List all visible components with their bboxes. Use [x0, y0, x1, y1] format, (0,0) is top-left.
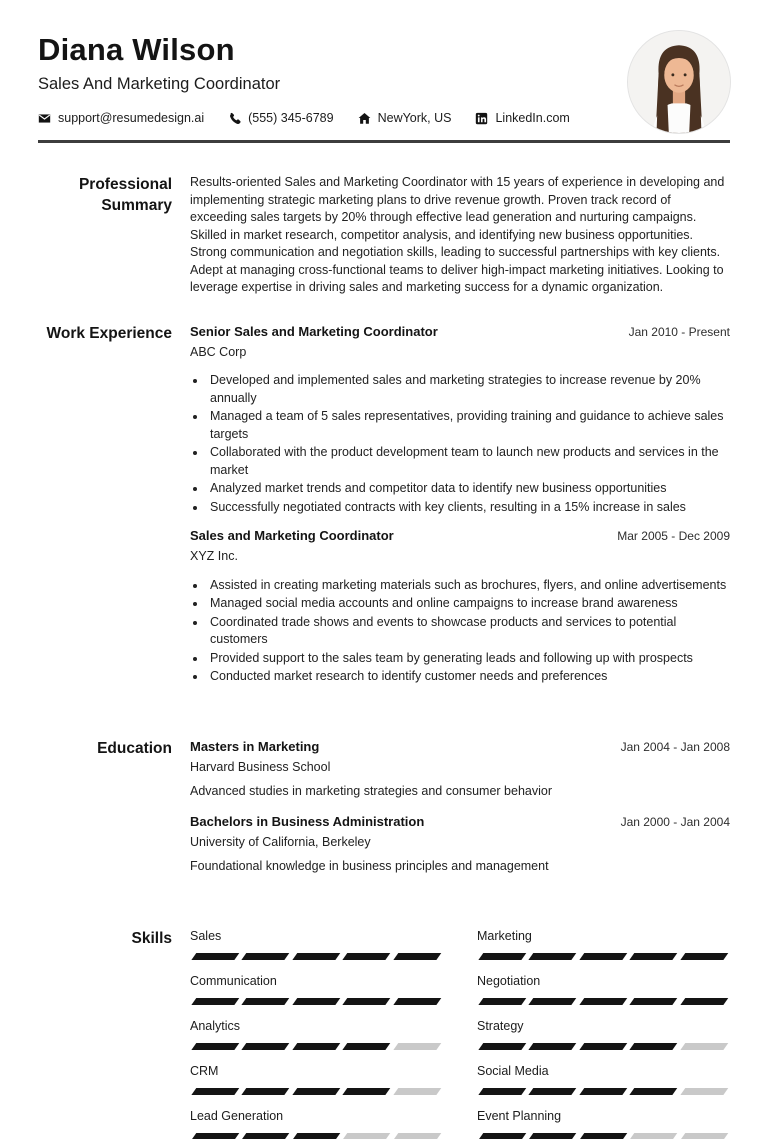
skill-bar-segment	[343, 998, 391, 1005]
skill-level-bar	[477, 998, 730, 1005]
job-dates: Jan 2010 - Present	[628, 324, 730, 339]
skill-name: Sales	[190, 929, 222, 944]
skill-bar-segment	[479, 953, 527, 960]
skill-bar-segment	[393, 1043, 441, 1050]
job-company: XYZ Inc.	[190, 549, 238, 564]
job-bullet: • Provided support to the sales team by generating leads and following up with prospects	[207, 650, 730, 668]
contact-item	[475, 111, 569, 125]
skill-bar-segment	[293, 1043, 341, 1050]
avatar	[627, 30, 731, 134]
skill-name: Analytics	[190, 1019, 241, 1034]
job-bullet: • Managed social media accounts and online campaigns to increase brand awareness	[207, 595, 730, 613]
section-label: Work Experience	[46, 324, 172, 342]
contact-item	[358, 111, 452, 125]
skill-level-bar	[190, 1088, 443, 1095]
skill-bar-segment	[192, 953, 240, 960]
skill-bar-segment	[242, 953, 290, 960]
skill-bar-segment	[529, 998, 577, 1005]
skill-bar-segment	[479, 1088, 527, 1095]
skill-bar-segment	[343, 953, 391, 960]
skill-name: Strategy	[477, 1019, 524, 1034]
skill-name: Social Media	[477, 1064, 549, 1079]
skill-bar-segment	[343, 1133, 391, 1139]
skill-name: Event Planning	[477, 1109, 562, 1124]
header-divider	[38, 140, 730, 143]
section-skills	[0, 928, 768, 1139]
skill-entry	[477, 1018, 730, 1049]
skill-bar-segment	[393, 953, 441, 960]
section-professional-summary	[0, 174, 768, 297]
skill-bar-segment	[192, 1043, 240, 1050]
skill-name: CRM	[190, 1064, 219, 1079]
person-title: Sales And Marketing Coordinator	[38, 75, 281, 93]
skill-bar-segment	[680, 1088, 728, 1095]
skill-name: Negotiation	[477, 974, 541, 989]
skill-bar-segment	[580, 1133, 628, 1139]
skill-bar-segment	[630, 953, 678, 960]
person-name: Diana Wilson	[38, 32, 235, 67]
skill-entry	[477, 1063, 730, 1094]
skill-entry	[477, 973, 730, 1004]
skill-bar-segment	[192, 998, 240, 1005]
skill-name: Communication	[190, 974, 277, 989]
skill-entry	[190, 1108, 443, 1139]
phone-icon	[228, 112, 241, 125]
skill-bar-segment	[580, 998, 628, 1005]
skill-level-bar	[477, 953, 730, 960]
skill-bar-segment	[242, 1133, 290, 1139]
skill-level-bar	[477, 1133, 730, 1139]
job-bullet: • Coordinated trade shows and events to showcase products and services to potential customers	[207, 614, 730, 649]
skill-bar-segment	[293, 998, 341, 1005]
job-title: Senior Sales and Marketing Coordinator	[190, 323, 438, 339]
skill-bar-segment	[192, 1133, 240, 1139]
skill-bar-segment	[680, 1133, 728, 1139]
degree-header	[190, 738, 730, 756]
job-bullet-list	[190, 372, 730, 516]
section-label: Professional Summary	[78, 176, 172, 214]
skill-entry	[190, 1018, 443, 1049]
skill-entry	[477, 928, 730, 959]
skill-bar-segment	[680, 998, 728, 1005]
section-label: Education	[97, 739, 172, 757]
skill-bar-segment	[529, 1088, 577, 1095]
skill-bar-segment	[393, 1133, 441, 1139]
job-title: Sales and Marketing Coordinator	[190, 528, 394, 544]
contact-row	[38, 111, 730, 125]
skill-bar-segment	[529, 1043, 577, 1050]
skill-level-bar	[477, 1043, 730, 1050]
skill-bar-segment	[393, 998, 441, 1005]
skill-entry	[477, 1108, 730, 1139]
skill-name: Lead Generation	[190, 1109, 284, 1124]
degree-school: Harvard Business School	[190, 760, 331, 775]
skill-bar-segment	[242, 1088, 290, 1095]
skill-bar-segment	[580, 1043, 628, 1050]
job-bullet: • Developed and implemented sales and marketing strategies to increase revenue by 20% annually	[207, 372, 730, 407]
skill-bar-segment	[680, 1043, 728, 1050]
skill-bar-segment	[630, 1043, 678, 1050]
skill-bar-segment	[192, 1088, 240, 1095]
skill-bar-segment	[242, 998, 290, 1005]
job-bullet-list	[190, 577, 730, 686]
degree-title: Masters in Marketing	[190, 738, 320, 754]
contact-text: LinkedIn.com	[495, 111, 570, 125]
skill-bar-segment	[580, 953, 628, 960]
contact-item	[228, 111, 333, 125]
skill-bar-segment	[479, 998, 527, 1005]
skill-bar-segment	[680, 953, 728, 960]
job-bullet: • Conducted market research to identify customer needs and preferences	[207, 668, 730, 686]
section-label: Skills	[131, 930, 172, 948]
resume-header	[0, 0, 768, 125]
skill-bar-segment	[580, 1088, 628, 1095]
skill-bar-segment	[293, 953, 341, 960]
degree-header	[190, 813, 730, 831]
job-bullet: • Collaborated with the product development team to launch new products and services in the market	[207, 444, 730, 479]
job-entry	[190, 527, 730, 686]
skill-bar-segment	[343, 1043, 391, 1050]
contact-text: NewYork, US	[377, 111, 452, 125]
degree-school: University of California, Berkeley	[190, 835, 371, 850]
job-bullet: • Assisted in creating marketing materials such as brochures, flyers, and online advertisements	[207, 577, 730, 595]
skill-level-bar	[190, 953, 443, 960]
skill-level-bar	[477, 1088, 730, 1095]
job-bullet: • Successfully negotiated contracts with key clients, resulting in a 15% increase in sales	[207, 499, 730, 517]
job-header	[190, 323, 730, 341]
job-bullet: • Managed a team of 5 sales representatives, providing training and guidance to achieve sales targets	[207, 408, 730, 443]
degree-dates: Jan 2004 - Jan 2008	[620, 739, 730, 754]
degree-entry	[190, 813, 730, 875]
contact-text: (555) 345-6789	[248, 111, 334, 125]
skill-bar-segment	[529, 1133, 577, 1139]
section-education	[0, 738, 768, 888]
skill-level-bar	[190, 1133, 443, 1139]
degree-entry	[190, 738, 730, 800]
skill-bar-segment	[630, 1133, 678, 1139]
email-icon	[38, 112, 51, 125]
skill-bar-segment	[293, 1133, 341, 1139]
skill-entry	[190, 928, 443, 959]
degree-description: Advanced studies in marketing strategies and consumer behavior	[190, 783, 553, 798]
contact-item	[38, 111, 204, 125]
summary-text: Results-oriented Sales and Marketing Coordinator with 15 years of experience in developing and implementing strategic marketing plans to drive revenue growth. Proven track record of exceeding sales targets by 20% through effective lead generation and nurturing campaigns. Skilled in market research, competitor analysis, and identifying new business opportunities. Strong communication and negotiation skills, leading to successful partnerships with key clients. Adept at managing cross-functional teams to deliver high-impact marketing initiatives. Looking to leverage expertise in driving sales and marketing success for a dynamic organization.	[190, 175, 725, 294]
skill-bar-segment	[630, 1088, 678, 1095]
skill-level-bar	[190, 998, 443, 1005]
skill-bar-segment	[242, 1043, 290, 1050]
skill-entry	[190, 973, 443, 1004]
job-bullet: • Analyzed market trends and competitor data to identify new business opportunities	[207, 480, 730, 498]
skill-bar-segment	[293, 1088, 341, 1095]
skill-name: Marketing	[477, 929, 532, 944]
skill-bar-segment	[479, 1133, 527, 1139]
degree-title: Bachelors in Business Administration	[190, 814, 425, 830]
skill-bar-segment	[343, 1088, 391, 1095]
contact-text: support@resumedesign.ai	[58, 111, 205, 125]
job-dates: Mar 2005 - Dec 2009	[617, 529, 730, 544]
skill-bar-segment	[529, 953, 577, 960]
job-header	[190, 527, 730, 545]
home-icon	[358, 112, 371, 125]
skill-bar-segment	[393, 1088, 441, 1095]
job-company: ABC Corp	[190, 344, 247, 359]
avatar-photo-illustration	[628, 31, 730, 133]
section-work-experience	[0, 323, 768, 697]
degree-description: Foundational knowledge in business principles and management	[190, 858, 549, 873]
skill-level-bar	[190, 1043, 443, 1050]
skill-entry	[190, 1063, 443, 1094]
skill-bar-segment	[479, 1043, 527, 1050]
job-entry	[190, 323, 730, 517]
degree-dates: Jan 2000 - Jan 2004	[620, 815, 730, 830]
skill-bar-segment	[630, 998, 678, 1005]
linkedin-icon	[475, 112, 488, 125]
